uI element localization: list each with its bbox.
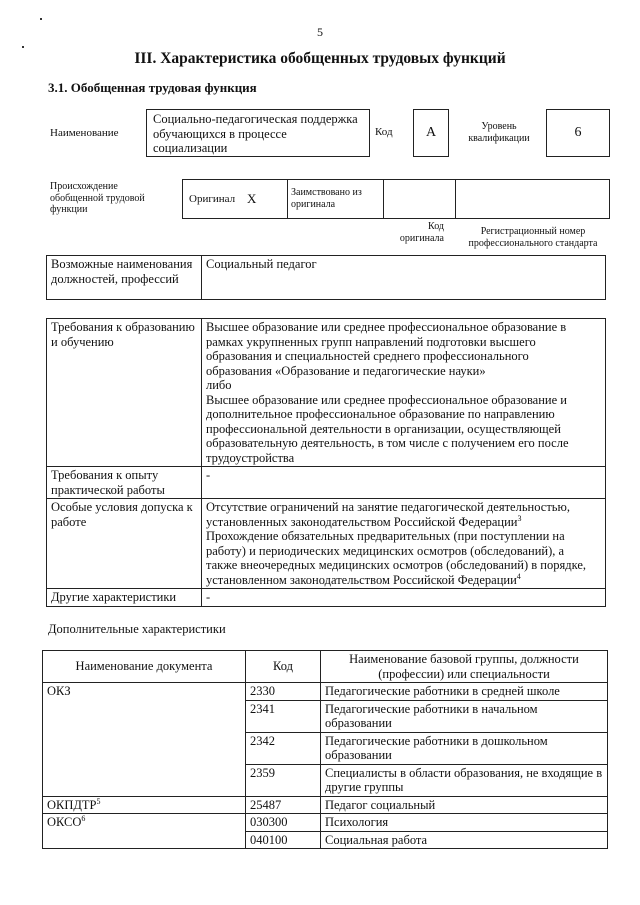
education-line: дополнительное профессиональное образование по направлению [206,407,555,421]
origin-box [182,179,610,219]
level-value: 6 [574,125,582,140]
okz-name: Педагогические работники в средней школе [321,683,608,701]
special-line: установленном законодательством Российской Федерации [206,572,517,587]
okso-label: ОКСО [47,815,82,829]
experience-value: - [202,467,606,499]
okz-code: 2341 [246,700,321,732]
education-line: рамках укрупненных групп направлений подготовки высшего [206,334,536,349]
code-box [413,109,449,157]
education-line: либо [206,378,232,392]
col-code-header: Код [246,651,321,683]
education-value [202,319,606,467]
function-name-value: Социально-педагогическая поддержка обучающихся в процессе социализации [153,112,358,155]
positions-label: Возможные наименования должностей, профессий [47,256,202,300]
education-line: трудоустройства [206,450,295,465]
footnote-ref: 3 [517,513,522,523]
origin-label: Происхождение обобщенной трудовой функции [50,181,145,215]
education-line: образования «Образование и педагогические науки» [206,363,486,378]
special-line: работу) и периодических медицинских осмотров (обследований), а [206,543,565,558]
special-line: Отсутствие ограничений на занятие педагогической деятельностью, [206,500,570,514]
okpdtr-code: 25487 [246,796,321,814]
additional-table [42,650,608,849]
education-line: профессиональной деятельности в организации, осуществляющей [206,421,561,436]
okz-code: 2330 [246,683,321,701]
okso-code: 040100 [246,831,321,849]
education-label: Требования к образованию и обучению [47,319,202,467]
original-label: Оригинал [189,193,236,205]
special-line: Прохождение обязательных предварительных (при поступлении на [206,529,565,543]
code-original-label: Код оригинала [399,221,444,244]
section-title: III. Характеристика обобщенных трудовых функций [134,50,506,67]
reg-number-label: Регистрационный номер профессионального стандарта [468,226,598,249]
education-line: Высшее образование или среднее профессиональное образование в [206,320,567,334]
special-value [202,499,606,589]
subsection-title: 3.1. Обобщенная трудовая функция [48,80,257,95]
code-label: Код [375,126,393,138]
scan-speck [40,18,42,20]
level-label: Уровень квалификации [468,121,530,144]
okso-name: Социальная работа [321,831,608,849]
original-mark: X [247,191,257,206]
requirements-table [46,318,606,607]
other-value: - [202,589,606,607]
footnote-ref: 4 [516,571,521,581]
special-line: также внеочередных медицинских осмотров (обследований) в порядке, [206,558,587,572]
special-label: Особые условия допуска к работе [47,499,202,589]
col-name-header: Наименование базовой группы, должности (профессии) или специальности [321,651,608,683]
okpdtr-label: ОКПДТР [47,797,97,812]
name-label: Наименование [50,127,119,139]
footnote-ref: 5 [96,796,101,806]
level-box [546,109,610,157]
education-line: образования и специальностей среднего профессионального [206,349,529,363]
special-line: установленных законодательством Российской Федерации [206,514,518,529]
positions-value: Социальный педагог [202,256,606,300]
okz-code: 2359 [246,764,321,796]
footnote-ref: 6 [81,813,86,823]
okz-name: Педагогические работники в дошкольном образовании [321,732,608,764]
okso-code: 030300 [246,814,321,832]
okpdtr-name: Педагог социальный [321,796,608,814]
okso-name: Психология [321,814,608,832]
experience-label: Требования к опыту практической работы [47,467,202,499]
okz-name: Специалисты в области образования, не входящие в другие группы [321,764,608,796]
additional-title: Дополнительные характеристики [48,622,226,636]
okz-label: ОКЗ [43,683,246,797]
okso-cell [43,814,246,849]
code-value: А [425,125,437,140]
scan-speck [22,46,24,48]
education-line: образовательную деятельность, в том числе с получением его после [206,436,569,450]
okpdtr-cell [43,796,246,814]
other-label: Другие характеристики [47,589,202,607]
education-line: Высшее образование или среднее профессиональное образование и [206,392,567,407]
col-doc-header: Наименование документа [43,651,246,683]
okz-name: Педагогические работники в начальном образовании [321,700,608,732]
okz-code: 2342 [246,732,321,764]
positions-table [46,255,606,300]
page-number: 5 [317,25,323,39]
function-name-box [146,109,370,157]
borrowed-label: Заимствовано из оригинала [291,187,362,210]
